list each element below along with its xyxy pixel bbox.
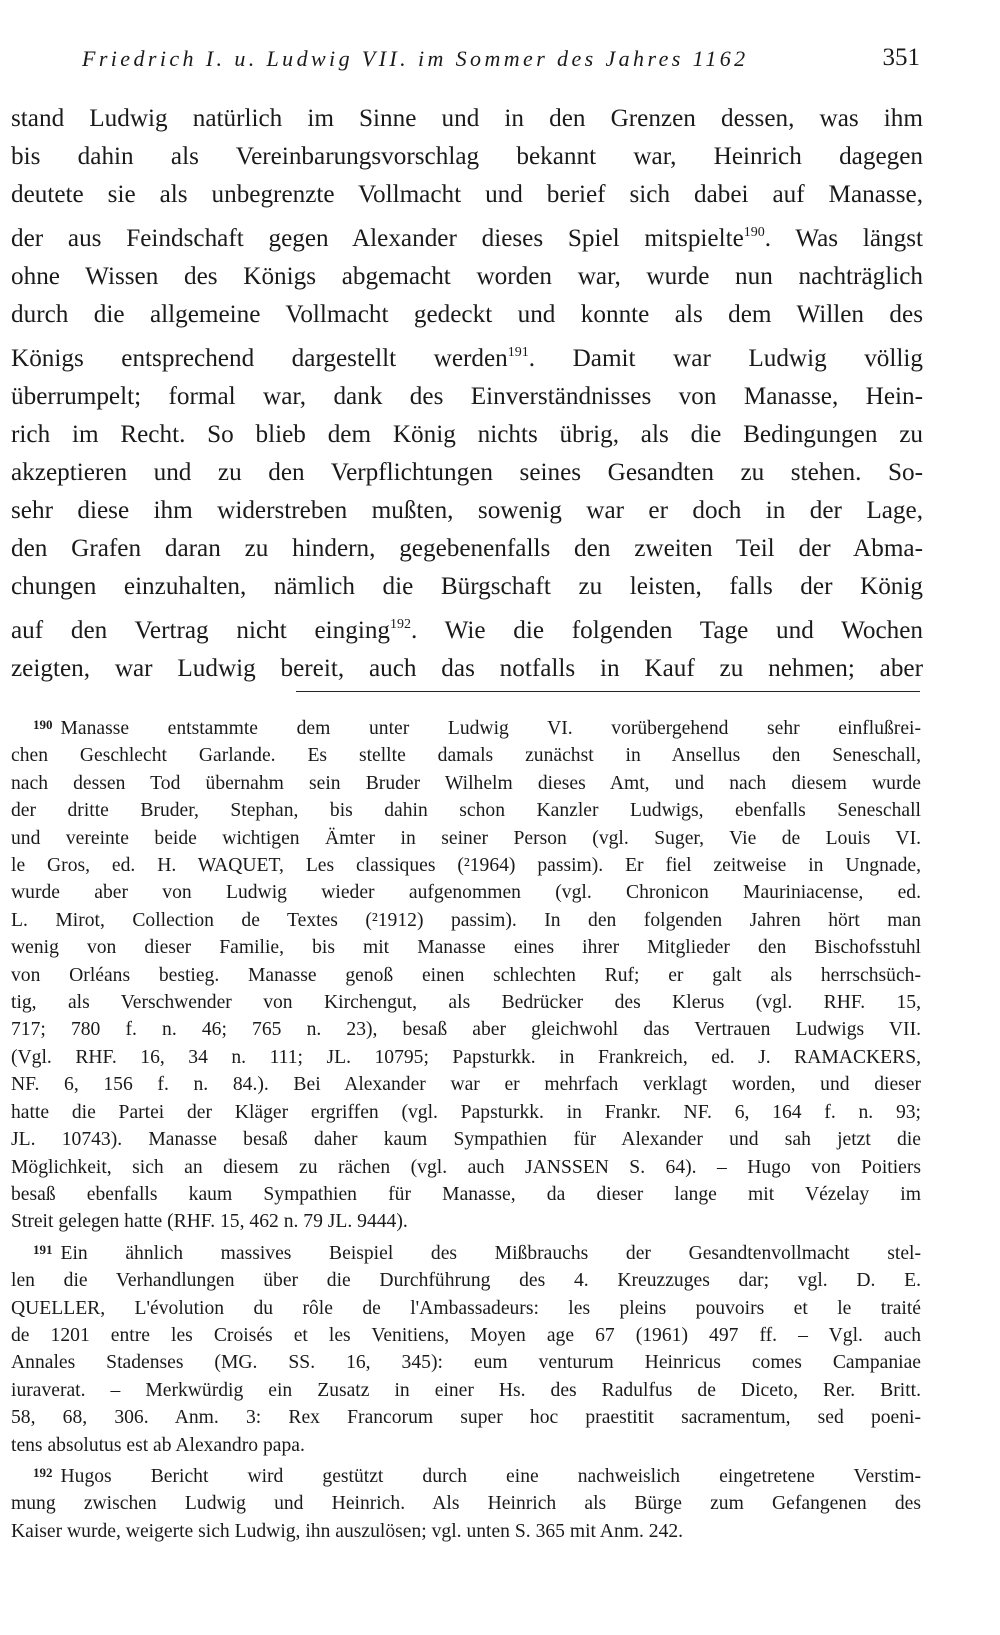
footnote-line: 58, 68, 306. Anm. 3: Rex Francorum super hoc praestitit sacramentum, sed poeni- bbox=[11, 1407, 921, 1429]
page-number: 351 bbox=[882, 44, 920, 71]
footnote-line: der dritte Bruder, Stephan, bis dahin schon Kanzler Ludwigs, ebenfalls Seneschall bbox=[11, 800, 921, 822]
body-text-line: den Grafen daran zu hindern, gegebenenfalls den zweiten Teil der Abma- bbox=[11, 535, 923, 562]
footnote-line: len die Verhandlungen über die Durchführung des 4. Kreuzzuges dar; vgl. D. E. bbox=[11, 1270, 921, 1292]
footnote-line: besaß ebenfalls kaum Sympathien für Manasse, da dieser lange mit Vézelay im bbox=[11, 1183, 921, 1205]
running-head bbox=[82, 44, 920, 84]
footnote-line: hatte die Partei der Kläger ergriffen (vgl. Papsturkk. in Frankr. NF. 6, 164 f. n. 93; bbox=[11, 1101, 921, 1123]
footnote-line: NF. 6, 156 f. n. 84.). Bei Alexander war er mehrfach verklagt worden, und dieser bbox=[11, 1074, 921, 1096]
body-text-line: akzeptieren und zu den Verpflichtungen seines Gesandten zu stehen. So- bbox=[11, 459, 923, 486]
footnote-reference[interactable]: 190 bbox=[743, 225, 765, 240]
footnote-line: tens absolutus est ab Alexandro papa. bbox=[11, 1434, 305, 1456]
footnote-line: Kaiser wurde, weigerte sich Ludwig, ihn auszulösen; vgl. unten S. 365 mit Anm. 242. bbox=[11, 1520, 684, 1542]
footnote-line: chen Geschlecht Garlande. Es stellte damals zunächst in Ansellus den Seneschall, bbox=[11, 745, 921, 767]
footnote-192 bbox=[11, 1459, 921, 1545]
footnote-line: $^{190}$ Manasse entstammte dem unter Ludwig VI. vorübergehend sehr einflußrei- bbox=[33, 717, 921, 739]
footnote-line: 717; 780 f. n. 46; 765 n. 23), besaß aber gleichwohl das Vertrauen Ludwigs VII. bbox=[11, 1019, 921, 1041]
footnote-line: wenig von dieser Familie, bis mit Manasse eines ihrer Mitglieder den Bischofsstuhl bbox=[11, 937, 921, 959]
footnote-line: und vereinte beide wichtigen Ämter in seiner Person (vgl. Suger, Vie de Louis VI. bbox=[11, 827, 921, 849]
footnote-line: QUELLER, L'évolution du rôle de l'Ambassadeurs: les pleins pouvoirs et le traité bbox=[11, 1297, 921, 1319]
footnote-line: Streit gelegen hatte (RHF. 15, 462 n. 79 JL. 9444). bbox=[11, 1211, 408, 1233]
footnote-reference[interactable]: 192 bbox=[390, 617, 412, 632]
footnote-line: iuraverat. – Merkwürdig ein Zusatz in einer Hs. des Radulfus de Diceto, Rer. Britt. bbox=[11, 1379, 921, 1401]
footnote-line: $^{191}$ Ein ähnlich massives Beispiel des Mißbrauchs der Gesandtenvollmacht stel- bbox=[33, 1241, 921, 1264]
footnote-reference[interactable]: 191 bbox=[507, 345, 529, 360]
body-text-line: auf den Vertrag nicht einging$^{192}$. Wie die folgenden Tage und Wochen bbox=[11, 617, 923, 644]
footnote-line: nach dessen Tod übernahm sein Bruder Wilhelm dieses Amt, und nach diesem wurde bbox=[11, 772, 921, 794]
footnote-line: Möglichkeit, sich an diesem zu rächen (vgl. auch JANSSEN S. 64). – Hugo von Poitiers bbox=[11, 1156, 921, 1178]
body-text-line: stand Ludwig natürlich im Sinne und in den Grenzen dessen, was ihm bbox=[11, 105, 923, 132]
body-text-line: Königs entsprechend dargestellt werden$^{191}$. Damit war Ludwig völlig bbox=[11, 345, 923, 372]
body-text-line: der aus Feindschaft gegen Alexander dieses Spiel mitspielte$^{190}$. Was längst bbox=[11, 225, 923, 252]
body-text-line: rich im Recht. So blieb dem König nichts übrig, als die Bedingungen zu bbox=[11, 421, 923, 448]
footnote-separator-rule bbox=[296, 691, 920, 692]
footnote-line: Annales Stadenses (MG. SS. 16, 345): eum venturum Heinricus comes Campaniae bbox=[11, 1352, 921, 1374]
footnote-191 bbox=[11, 1236, 921, 1459]
body-text-line: sehr diese ihm widerstreben mußten, sowenig war er doch in der Lage, bbox=[11, 497, 923, 524]
running-title: Friedrich I. u. Ludwig VII. im Sommer des Jahres 1162 bbox=[82, 46, 749, 71]
body-text-line: deutete sie als unbegrenzte Vollmacht und berief sich dabei auf Manasse, bbox=[11, 181, 923, 208]
body-text-line: ohne Wissen des Königs abgemacht worden war, wurde nun nachträglich bbox=[11, 263, 923, 290]
footnote-line: von Orléans bestieg. Manasse genoß einen schlechten Ruf; er galt als herrschsüch- bbox=[11, 964, 921, 986]
footnotes-block bbox=[11, 711, 921, 1545]
main-text-block bbox=[11, 100, 923, 688]
footnote-line: $^{192}$ Hugos Bericht wird gestützt durch eine nachweislich eingetretene Verstim- bbox=[33, 1464, 921, 1487]
body-text-line: überrumpelt; formal war, dank des Einverständnisses von Manasse, Hein- bbox=[11, 383, 923, 410]
footnote-190 bbox=[11, 711, 921, 1236]
body-text-line: bis dahin als Vereinbarungsvorschlag bekannt war, Heinrich dagegen bbox=[11, 143, 923, 170]
body-text-line: durch die allgemeine Vollmacht gedeckt und konnte als dem Willen des bbox=[11, 301, 923, 328]
footnote-line: L. Mirot, Collection de Textes (²1912) passim). In den folgenden Jahren hört man bbox=[11, 909, 921, 931]
body-text-line: chungen einzuhalten, nämlich die Bürgschaft zu leisten, falls der König bbox=[11, 573, 923, 600]
footnote-line: JL. 10743). Manasse besaß daher kaum Sympathien für Alexander und sah jetzt die bbox=[11, 1129, 921, 1151]
footnote-line: de 1201 entre les Croisés et les Venitiens, Moyen age 67 (1961) 497 ff. – Vgl. auch bbox=[11, 1324, 921, 1346]
footnote-line: le Gros, ed. H. WAQUET, Les classiques (²1964) passim). Er fiel zeitweise in Ungnade, bbox=[11, 855, 921, 877]
footnote-line: wurde aber von Ludwig wieder aufgenommen (vgl. Chronicon Mauriniacense, ed. bbox=[11, 882, 921, 904]
footnote-number: 191 bbox=[33, 1241, 53, 1257]
footnote-line: tig, als Verschwender von Kirchengut, als Bedrücker des Klerus (vgl. RHF. 15, bbox=[11, 992, 921, 1014]
footnote-number: 192 bbox=[33, 1464, 53, 1480]
body-text-line: zeigten, war Ludwig bereit, auch das notfalls in Kauf zu nehmen; aber bbox=[11, 655, 923, 682]
footnote-line: mung zwischen Ludwig und Heinrich. Als Heinrich als Bürge zum Gefangenen des bbox=[11, 1493, 921, 1515]
footnote-number: 190 bbox=[33, 717, 53, 732]
footnote-line: (Vgl. RHF. 16, 34 n. 111; JL. 10795; Papsturkk. in Frankreich, ed. J. RAMACKERS, bbox=[11, 1046, 921, 1068]
